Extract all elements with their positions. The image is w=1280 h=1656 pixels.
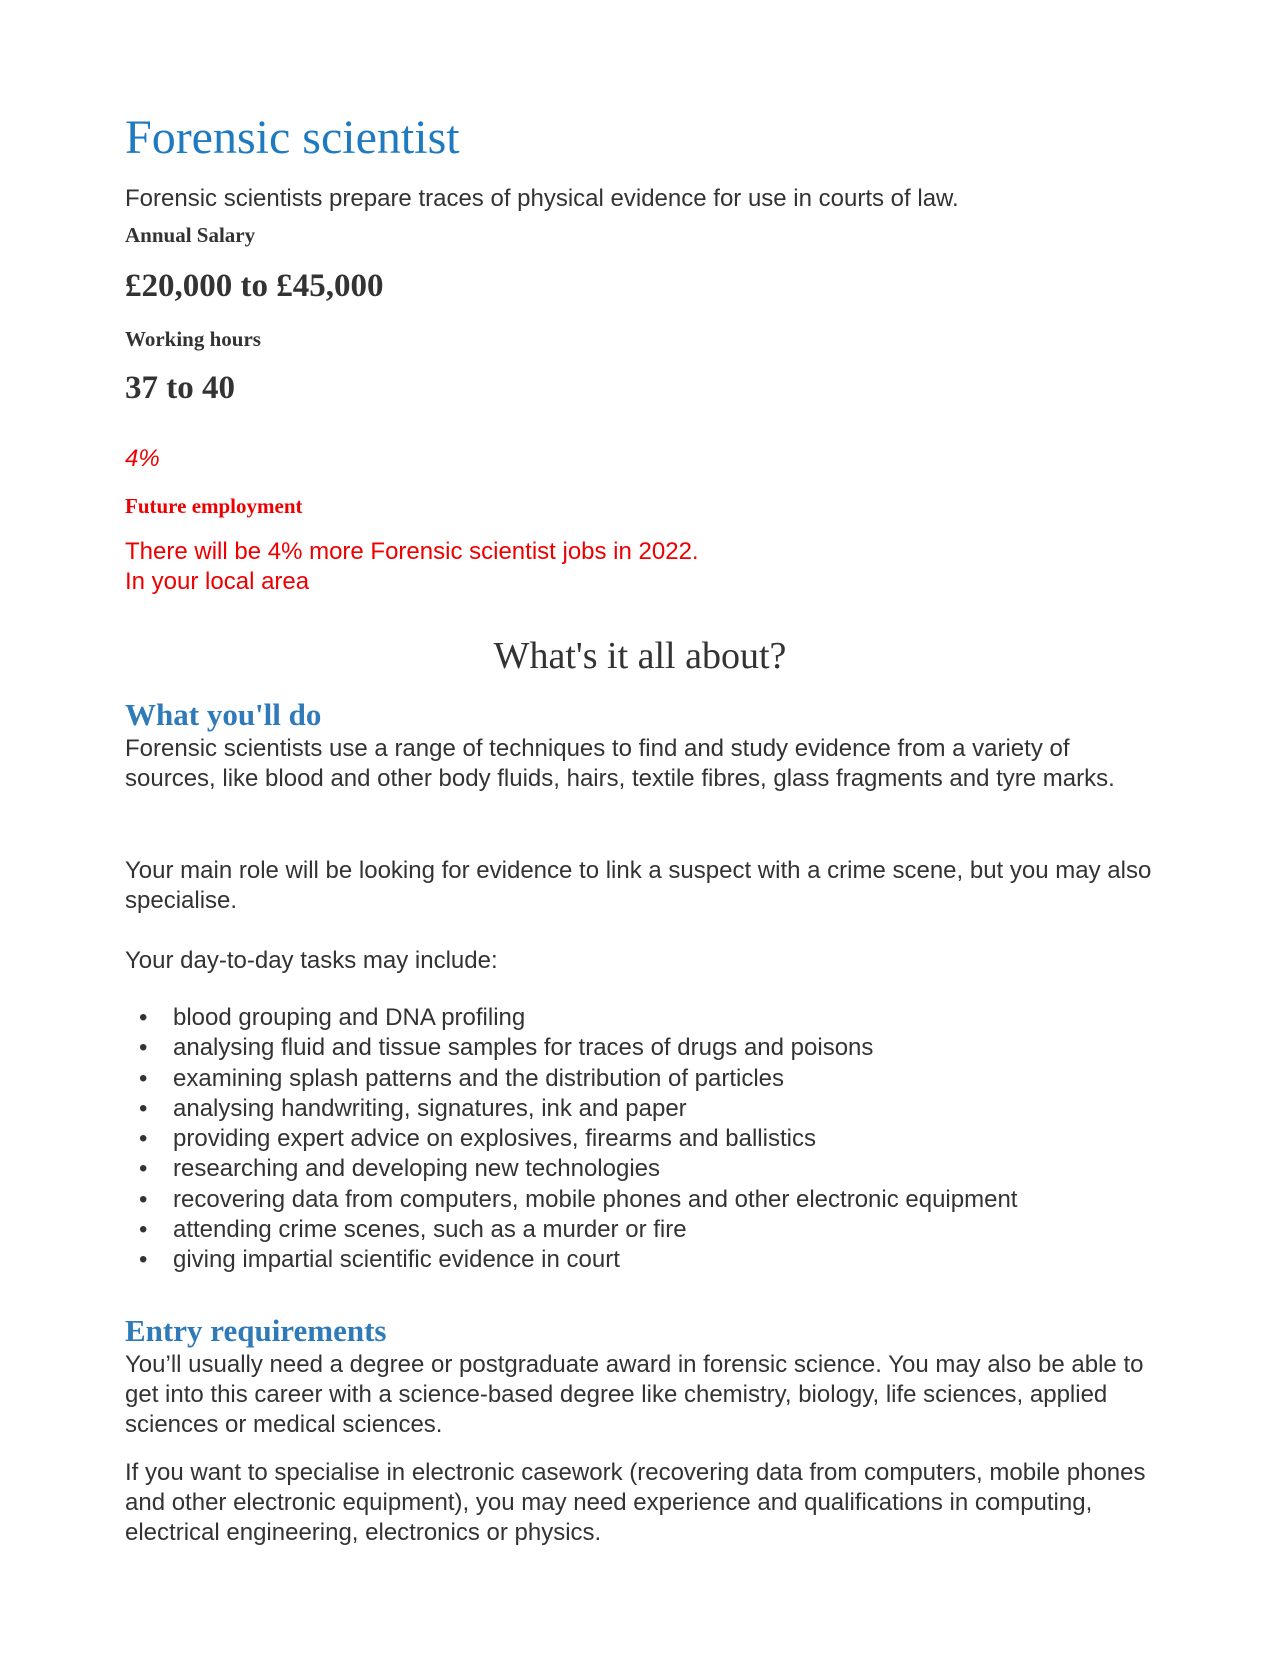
list-item: • blood grouping and DNA profiling — [125, 1003, 1017, 1033]
job-summary: Forensic scientists prepare traces of physical evidence for use in courts of law. — [125, 185, 959, 212]
entry-requirements-paragraph: You’ll usually need a degree or postgraduate award in forensic science. You may also be able to get into this career with a science-based degree like chemistry, biology, life sciences, applied sciences or medical sciences. — [125, 1351, 1144, 1438]
salary-label: Annual Salary — [125, 223, 256, 247]
list-item: • researching and developing new technologies — [125, 1154, 1017, 1184]
list-item: • analysing handwriting, signatures, ink and paper — [125, 1094, 1017, 1124]
hours-value: 37 to 40 — [125, 370, 235, 406]
future-employment-label: Future employment — [125, 494, 303, 518]
future-percent: 4% — [125, 445, 160, 472]
bullet-icon: • — [139, 1185, 148, 1213]
list-item: • giving impartial scientific evidence in court — [125, 1245, 1017, 1275]
electronic-casework-paragraph: If you want to specialise in electronic casework (recovering data from computers, mobile phones and other electronic equipment), you may need experience and qualifications in computing, electrical engineering, electronics or physics. — [125, 1459, 1146, 1546]
section-heading: What's it all about? — [493, 635, 787, 677]
tasks-intro: Your day-to-day tasks may include: — [125, 947, 498, 974]
local-area-line: In your local area — [125, 568, 310, 595]
tasks-list — [125, 1003, 1017, 1276]
future-employment-text — [125, 537, 699, 597]
list-item: • recovering data from computers, mobile phones and other electronic equipment — [125, 1185, 1017, 1215]
bullet-icon: • — [139, 1034, 148, 1062]
page-title: Forensic scientist — [125, 111, 460, 164]
future-employment-line: There will be 4% more Forensic scientist jobs in 2022. — [125, 538, 699, 565]
list-item: • analysing fluid and tissue samples for traces of drugs and poisons — [125, 1033, 1017, 1063]
what-youll-do-heading: What you'll do — [125, 697, 322, 732]
list-item: • providing expert advice on explosives, firearms and ballistics — [125, 1124, 1017, 1154]
bullet-icon: • — [139, 1004, 148, 1031]
salary-value: £20,000 to £45,000 — [125, 268, 384, 304]
what-youll-do-paragraph: Forensic scientists use a range of techniques to find and study evidence from a variety of sources, like blood and other body fluids, hairs, textile fibres, glass fragments and tyre marks. — [125, 735, 1115, 792]
hours-label: Working hours — [125, 327, 261, 351]
bullet-icon: • — [139, 1216, 148, 1244]
bullet-icon: • — [139, 1246, 148, 1274]
entry-requirements-heading: Entry requirements — [125, 1313, 387, 1348]
list-item: • examining splash patterns and the distribution of particles — [125, 1064, 1017, 1094]
bullet-icon: • — [139, 1064, 148, 1092]
main-role-paragraph: Your main role will be looking for evidence to link a suspect with a crime scene, but you may also specialise. — [125, 857, 1152, 914]
bullet-icon: • — [139, 1155, 148, 1183]
list-item: • attending crime scenes, such as a murder or fire — [125, 1215, 1017, 1245]
bullet-icon: • — [139, 1094, 148, 1122]
bullet-icon: • — [139, 1125, 148, 1153]
